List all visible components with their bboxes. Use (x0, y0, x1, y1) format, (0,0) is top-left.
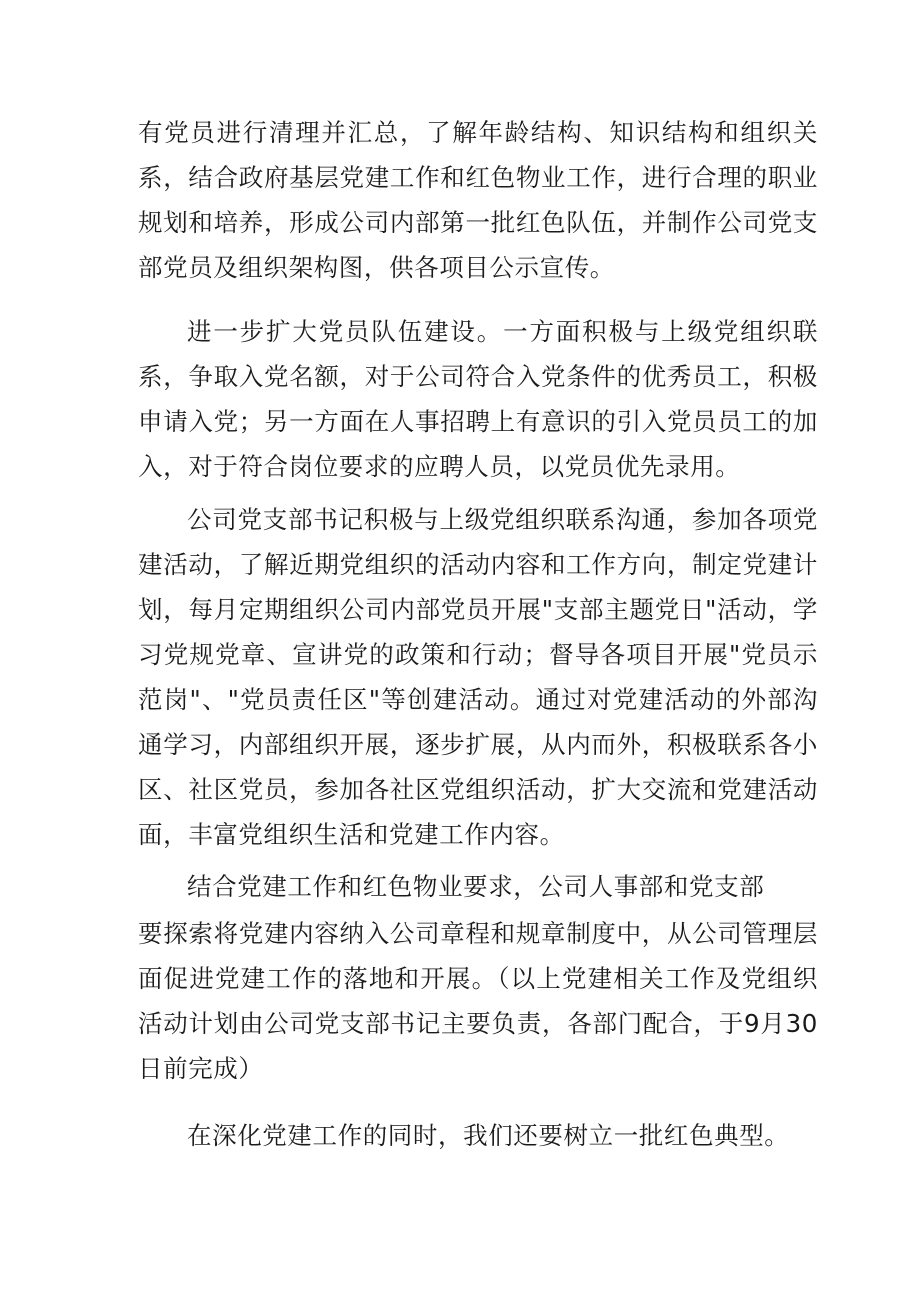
paragraph-red-models: 在深化党建工作的同时，我们还要树立一批红色典型。 (187, 1121, 790, 1150)
paragraph-red-property-intro: 结合党建工作和红色物业要求，公司人事部和党支部 (187, 872, 765, 901)
paragraph-expand-team: 进一步扩大党员队伍建设。一方面积极与上级党组织联系，争取入党名额，对于公司符合入党条件的优秀员工，积极申请入党；另一方面在人事招聘上有意识的引入党员员工的加入，对于符合岗位要求的应聘人员，以党员优先录用。 (138, 317, 818, 481)
paragraph-charter-integration: 要探索将党建内容纳入公司章程和规章制度中，从公司管理层面促进党建工作的落地和开展。（以上党建相关工作及党组织活动计划由公司党支部书记主要负责，各部门配合，于9月30日前完成） (138, 919, 818, 1083)
paragraph-member-review: 有党员进行清理并汇总，了解年龄结构、知识结构和组织关系，结合政府基层党建工作和红色物业工作，进行合理的职业规划和培养，形成公司内部第一批红色队伍，并制作公司党支部党员及组织架构图，供各项目公示宣传。 (138, 118, 818, 282)
paragraph-secretary-activities: 公司党支部书记积极与上级党组织联系沟通，参加各项党建活动，了解近期党组织的活动内容和工作方向，制定党建计划，每月定期组织公司内部党员开展"支部主题党日"活动，学习党规党章、宣讲党的政策和行动；督导各项目开展"党员示范岗"、"党员责任区"等创建活动。通过对党建活动的外部沟通学习，内部组织开展，逐步扩展，从内而外，积极联系各小区、社区党员，参加各社区党组织活动，扩大交流和党建活动面，丰富党组织生活和党建工作内容。 (138, 505, 818, 849)
